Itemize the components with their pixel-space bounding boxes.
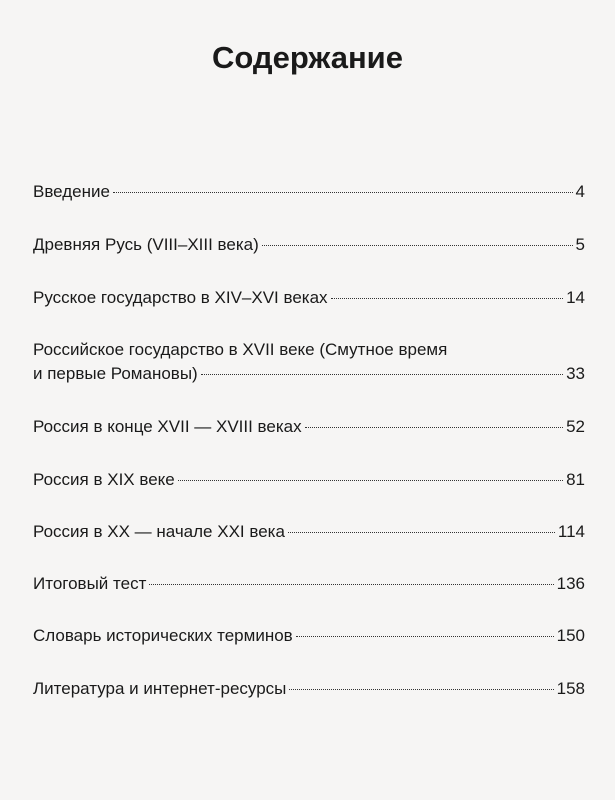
toc-entry-title-line1: Российское государство в XVII веке (Смутное время bbox=[33, 340, 448, 359]
toc-entry-literature[interactable] bbox=[33, 677, 585, 701]
dot-leader bbox=[201, 374, 563, 375]
toc-entry-page: 158 bbox=[556, 679, 585, 698]
toc-entry-russian-state-17[interactable] bbox=[33, 338, 585, 386]
toc-entry-title: Введение bbox=[33, 182, 110, 201]
dot-leader bbox=[289, 689, 553, 690]
table-of-contents bbox=[33, 0, 585, 800]
toc-entry-page: 33 bbox=[566, 364, 585, 383]
toc-entry-page: 52 bbox=[566, 417, 585, 436]
dot-leader bbox=[113, 192, 573, 193]
dot-leader bbox=[149, 584, 553, 585]
toc-entry-title: Древняя Русь (VIII–XIII века) bbox=[33, 235, 259, 254]
toc-entry-title: Словарь исторических терминов bbox=[33, 626, 293, 645]
toc-entry-title: Русское государство в XIV–XVI веках bbox=[33, 288, 328, 307]
dot-leader bbox=[296, 636, 554, 637]
toc-entry-title: Россия в XX — начале XXI века bbox=[33, 522, 285, 541]
dot-leader bbox=[288, 532, 555, 533]
toc-entry-page: 114 bbox=[557, 522, 585, 541]
toc-entry-page: 5 bbox=[575, 235, 585, 254]
dot-leader bbox=[178, 480, 563, 481]
toc-entry-ancient-rus[interactable] bbox=[33, 233, 585, 257]
page-title: Содержание bbox=[212, 40, 403, 75]
dot-leader bbox=[262, 245, 573, 246]
toc-entry-introduction[interactable] bbox=[33, 180, 585, 204]
toc-entry-title: Россия в конце XVII — XVIII веках bbox=[33, 417, 302, 436]
toc-entry-title: Итоговый тест bbox=[33, 574, 147, 593]
toc-entry-title: Литература и интернет-ресурсы bbox=[33, 679, 287, 698]
toc-entry-page: 4 bbox=[575, 182, 585, 201]
toc-entry-page: 136 bbox=[556, 574, 585, 593]
toc-entry-russia-20-21[interactable] bbox=[33, 520, 585, 544]
toc-entry-glossary[interactable] bbox=[33, 624, 585, 648]
toc-entry-final-test[interactable] bbox=[33, 572, 585, 596]
dot-leader bbox=[331, 298, 564, 299]
toc-entry-page: 14 bbox=[566, 288, 585, 307]
toc-entry-page: 150 bbox=[556, 626, 585, 645]
dot-leader bbox=[305, 427, 563, 428]
toc-entry-russia-17-18[interactable] bbox=[33, 415, 585, 439]
toc-entry-title: Россия в XIX веке bbox=[33, 470, 175, 489]
toc-entry-russia-19[interactable] bbox=[33, 468, 585, 492]
toc-entry-russian-state-14-16[interactable] bbox=[33, 286, 585, 310]
toc-entry-title-line2: и первые Романовы) bbox=[33, 364, 198, 383]
toc-entry-page: 81 bbox=[566, 470, 585, 489]
